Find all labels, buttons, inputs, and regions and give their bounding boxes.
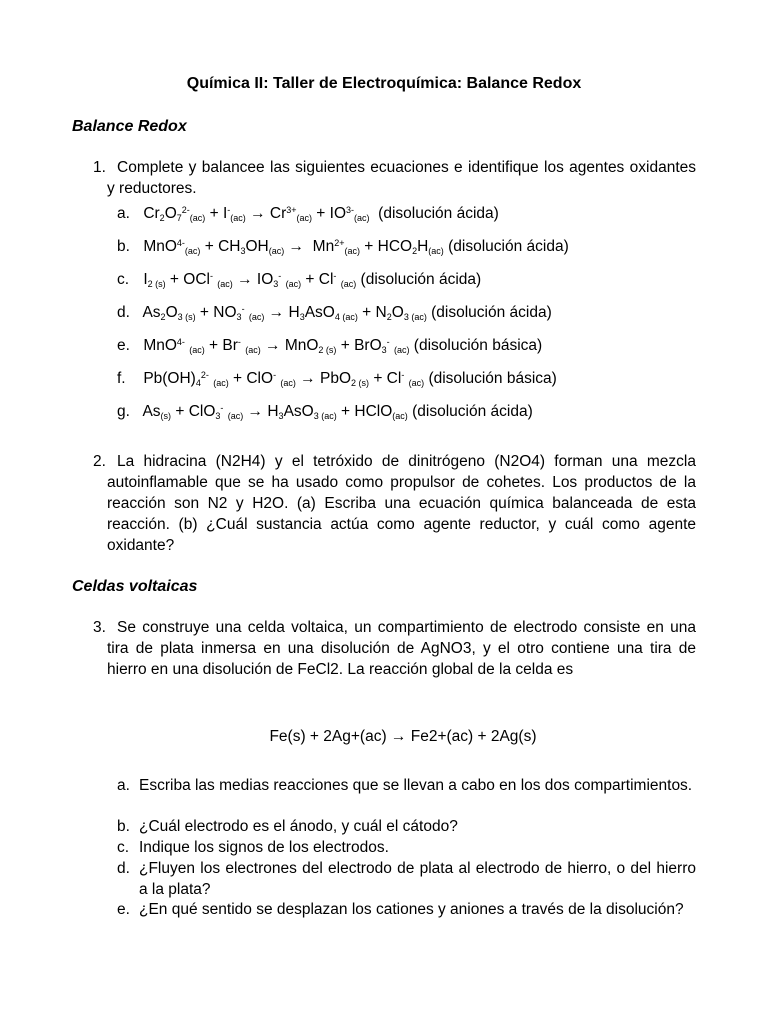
- global-cell-reaction: Fe(s) + 2Ag+(ac) → Fe2+(ac) + 2Ag(s): [269, 728, 537, 745]
- medium: (disolución ácida): [431, 304, 552, 321]
- equation-item-a: [117, 203, 499, 224]
- item-label: a.: [117, 205, 130, 222]
- item-label: e.: [117, 901, 130, 918]
- item-text: Escriba las medias reacciones que se llevan a cabo en los dos compartimientos.: [139, 777, 693, 794]
- question-3-item-b: [117, 817, 696, 838]
- medium: (disolución básica): [413, 337, 543, 354]
- equation: $MnO^{4-}(ac) + CH_3OH(ac) \to Mn^{2+}(ac) + HCO_2H(ac)$: [143, 238, 444, 256]
- item-label: e.: [117, 337, 130, 354]
- item-text: Indique los signos de los electrodos.: [139, 839, 389, 856]
- item-text: ¿En qué sentido se desplazan los cationes y aniones a través de la disolución?: [139, 901, 684, 918]
- question-2-number: 2.: [93, 453, 106, 470]
- question-3-number: 3.: [93, 619, 106, 636]
- equation-item-g: [117, 401, 533, 422]
- medium: (disolución ácida): [378, 205, 499, 222]
- equation: $Cr_2O_7^{2-}(ac) + I^-(ac) \to Cr^{3+}(ac) + IO^{3-}(ac)$: [143, 205, 370, 223]
- medium: (disolución ácida): [448, 238, 569, 255]
- question-3-item-c: [117, 838, 696, 859]
- section-heading-voltaic: Celdas voltaicas: [72, 578, 198, 595]
- item-label: c.: [117, 839, 130, 856]
- medium: (disolución ácida): [412, 403, 533, 420]
- equation-item-b: [117, 236, 569, 257]
- medium: (disolución ácida): [360, 271, 482, 288]
- equation: $As_2O3$ $(s) + NO_3^-$ $(ac) \to H_3AsO4$ $(ac) + N_2O3$ (ac): [142, 304, 427, 322]
- equation-item-e: [117, 335, 542, 356]
- equation-item-d: [117, 302, 552, 323]
- item-label: d.: [117, 304, 130, 321]
- item-label: c.: [117, 271, 130, 288]
- equation-item-f: [117, 368, 557, 389]
- item-label: d.: [117, 860, 130, 877]
- question-3-item-d: [117, 859, 696, 900]
- item-text: ¿Fluyen los electrones del electrodo de plata al electrodo de hierro, o del hierro a la plata?: [139, 860, 696, 898]
- question-3-item-a: [117, 776, 696, 797]
- section-heading-redox: Balance Redox: [72, 118, 187, 135]
- item-label: b.: [117, 818, 130, 835]
- equation: As(s) + ClO$_3$- $(ac) \to H_3AsO3$ (ac) + HClO(ac): [142, 403, 408, 421]
- question-2-text: La hidracina (N2H4) y el tetróxido de dinitrógeno (N2O4) forman una mezcla autoinflamable que se ha usado como propulsor de cohetes. Los productos de la reacción son N2 y H2O. (a) Escriba una ecuación química balanceada de esta reacción. (b) ¿Cuál sustancia actúa como agente reductor, y cuál como agente oxidante?: [107, 453, 696, 554]
- question-3-item-e: [117, 900, 696, 921]
- item-label: f.: [117, 370, 126, 387]
- question-3-text: Se construye una celda voltaica, un compartimiento de electrodo consiste en una tira de plata inmersa en una disolución de AgNO3, y el otro contiene una tira de hierro en una disolución de FeCl2. La reacción global de la celda es: [107, 619, 696, 678]
- equation: MnO$^{4-}$ (ac) + Br- (ac) → MnO2 (s) + BrO$_3$- (ac): [143, 337, 410, 355]
- item-label: a.: [117, 777, 130, 794]
- page-title: Química II: Taller de Electroquímica: Balance Redox: [186, 75, 582, 92]
- medium: (disolución básica): [428, 370, 557, 387]
- item-label: b.: [117, 238, 130, 255]
- item-label: g.: [117, 403, 130, 420]
- question-1-text: Complete y balancee las siguientes ecuaciones e identifique los agentes oxidantes y reductores.: [107, 159, 696, 197]
- equation: I2 (s) + OCl- $(ac) \to IO_3^-$ (ac) + Cl- (ac): [143, 271, 357, 289]
- equation: $Pb(OH)_4^{2-}$ (ac) + ClO- (ac) → PbO2 (s) + Cl- (ac): [143, 370, 425, 388]
- equation-item-c: [117, 269, 481, 290]
- question-1-number: 1.: [93, 159, 106, 176]
- item-text: ¿Cuál electrodo es el ánodo, y cuál el cátodo?: [139, 818, 458, 835]
